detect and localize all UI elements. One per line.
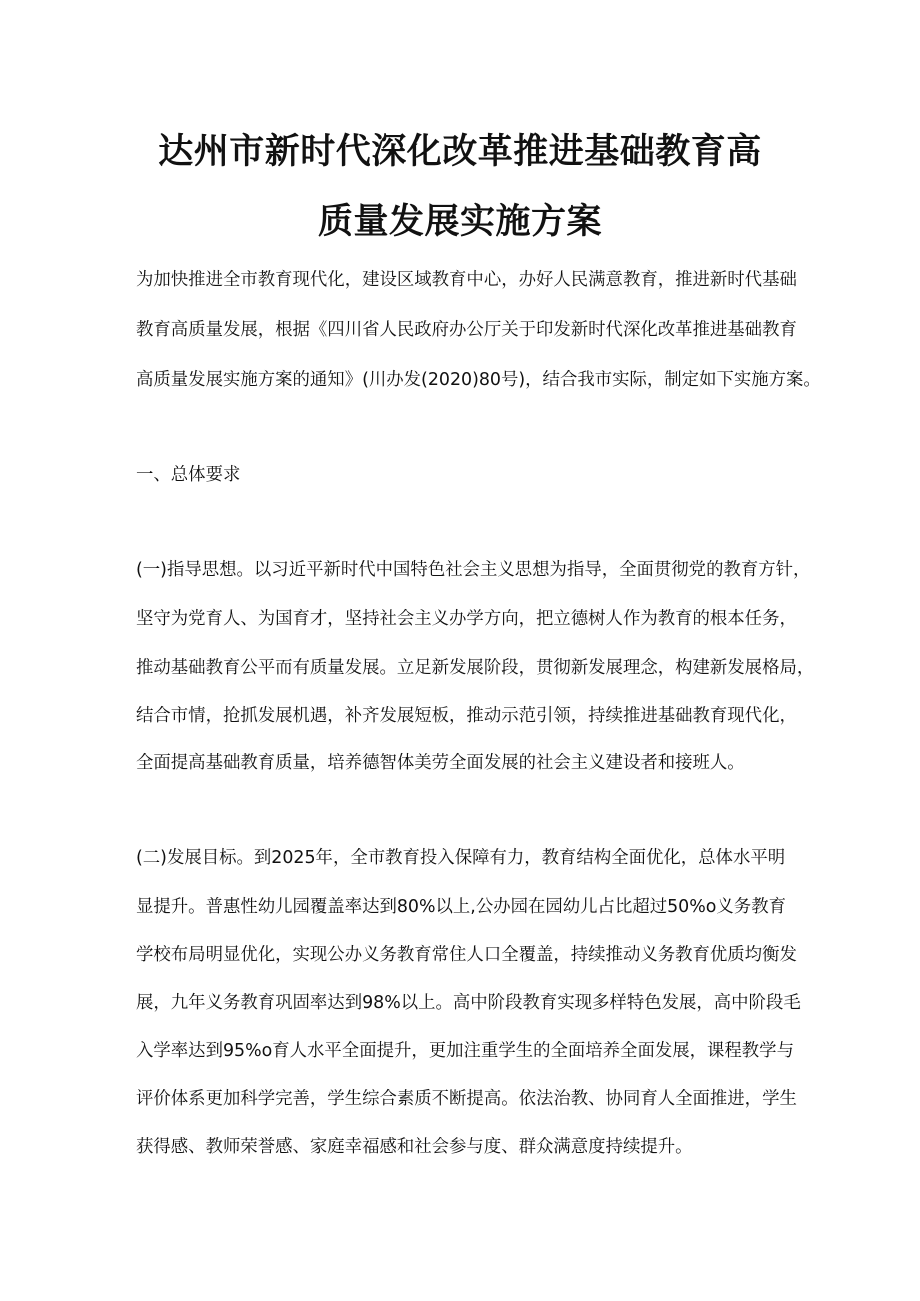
guiding-thought-line: 推动基础教育公平而有质量发展。立足新发展阶段，贯彻新发展理念，构建新发展格局， <box>136 658 815 678</box>
development-goal-line: 评价体系更加科学完善，学生综合素质不断提高。依法治教、协同育人全面推进，学生 <box>136 1089 797 1109</box>
guiding-thought-line: 坚守为党育人、为国育才，坚持社会主义办学方向，把立德树人作为教育的根本任务， <box>136 609 797 629</box>
intro-line: 高质量发展实施方案的通知》(川办发(2020)80号)，结合我市实际，制定如下实施方案。 <box>136 370 821 390</box>
guiding-thought-line: 结合市情，抢抓发展机遇，补齐发展短板，推动示范引领，持续推进基础教育现代化， <box>136 706 797 726</box>
development-goal-line: 学校布局明显优化，实现公办义务教育常住人口全覆盖，持续推动义务教育优质均衡发 <box>136 945 797 965</box>
intro-line: 教育高质量发展，根据《四川省人民政府办公厅关于印发新时代深化改革推进基础教育 <box>136 320 797 340</box>
guiding-thought-line: 全面提高基础教育质量，培养德智体美劳全面发展的社会主义建设者和接班人。 <box>136 753 745 773</box>
section-heading-overall-requirements: 一、总体要求 <box>136 465 241 485</box>
intro-line: 为加快推进全市教育现代化，建设区域教育中心，办好人民满意教育，推进新时代基础 <box>136 270 797 290</box>
development-goal-line: 显提升。普惠性幼儿园覆盖率达到80%以上,公办园在园幼儿占比超过50%o义务教育 <box>136 897 786 917</box>
development-goal-line: 展，九年义务教育巩固率达到98%以上。高中阶段教育实现多样特色发展，高中阶段毛 <box>136 993 801 1013</box>
guiding-thought-line: (一)指导思想。以习近平新时代中国特色社会主义思想为指导，全面贯彻党的教育方针， <box>136 560 811 580</box>
development-goal-line: 获得感、教师荣誉感、家庭幸福感和社会参与度、群众满意度持续提升。 <box>136 1137 693 1157</box>
development-goal-line: 入学率达到95%o育人水平全面提升，更加注重学生的全面培养全面发展，课程教学与 <box>136 1041 794 1061</box>
development-goal-line: (二)发展目标。到2025年，全市教育投入保障有力，教育结构全面优化，总体水平明 <box>136 848 786 868</box>
document-title-line-1: 达州市新时代深化改革推进基础教育高 <box>158 132 762 172</box>
document-title-line-2: 质量发展实施方案 <box>317 202 602 242</box>
